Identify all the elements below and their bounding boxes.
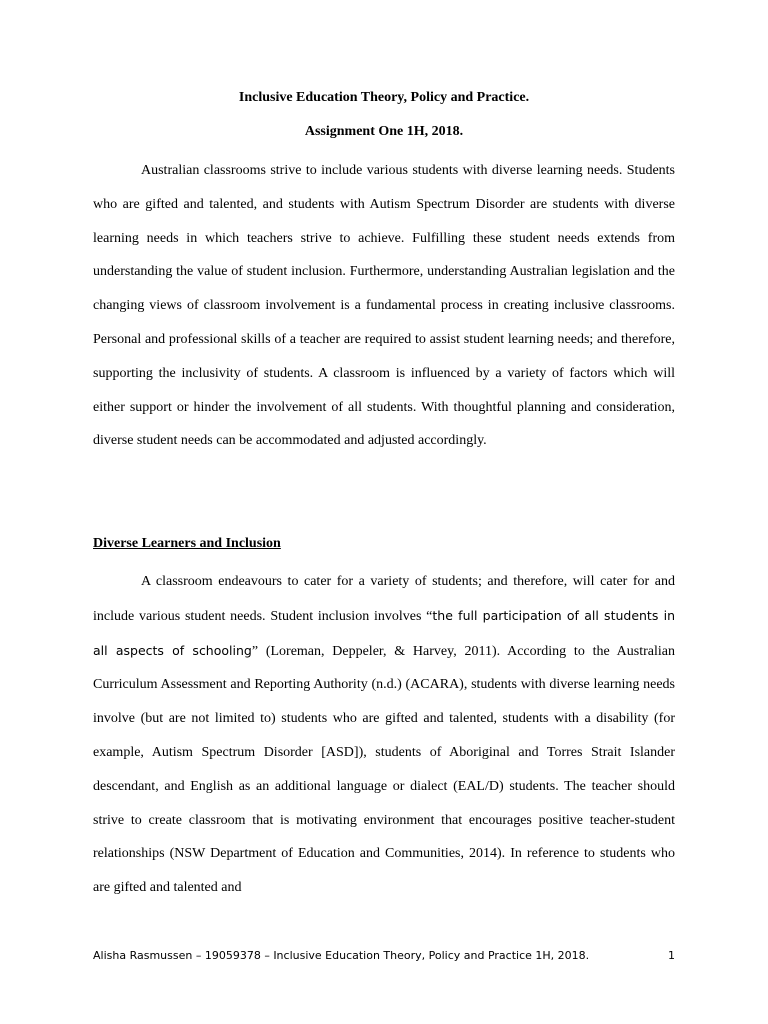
footer-text: Alisha Rasmussen – 19059378 – Inclusive Education Theory, Policy and Practice 1H, 2018. [93, 949, 590, 962]
inline-quote: the full participation of all students in all aspects of schooling [93, 607, 675, 658]
document-title: Inclusive Education Theory, Policy and Practice. [238, 90, 530, 105]
section-paragraph [93, 565, 675, 905]
page-number: 1 [668, 949, 675, 962]
document-subtitle: Assignment One 1H, 2018. [304, 124, 464, 139]
intro-paragraph: Australian classrooms strive to include various students with diverse learning needs. Students who are gifted and talented, and students with Autism Spectrum Disorder are students with diverse learning needs in which teachers strive to achieve. Fulfilling these student needs extends from understanding the value of student inclusion. Furthermore, understanding Australian legislation and the changing views of classroom involvement is a fundamental process in creating inclusive classrooms. Personal and professional skills of a teacher are required to assist student learning needs; and therefore, supporting the inclusivity of students. A classroom is influenced by a variety of factors which will either support or hinder the involvement of all students. With thoughtful planning and consideration, diverse student needs can be accommodated and adjusted accordingly. [93, 163, 675, 449]
paragraph-text-after-quote: ” (Loreman, Deppeler, & Harvey, 2011). According to the Australian Curriculum Assessment and Reporting Authority (n.d.) (ACARA), students with diverse learning needs involve (but are not limited to) students who are gifted and talented, students with a disability (for example, Autism Spectrum Disorder [ASD]), students of Aboriginal and Torres Strait Islander descendant, and English as an additional language or dialect (EAL/D) students. The teacher should strive to create classroom that is motivating environment that encourages positive teacher-student relationships (NSW Department of Education and Communities, 2014). In reference to students who are gifted and talented and [93, 643, 675, 896]
section-heading: Diverse Learners and Inclusion [93, 536, 281, 551]
paragraph-text-before-quote: A classroom endeavours to cater for a variety of students; and therefore, will cater for and include various student needs. Student inclusion involves “ [93, 574, 675, 624]
page-footer [93, 949, 675, 963]
